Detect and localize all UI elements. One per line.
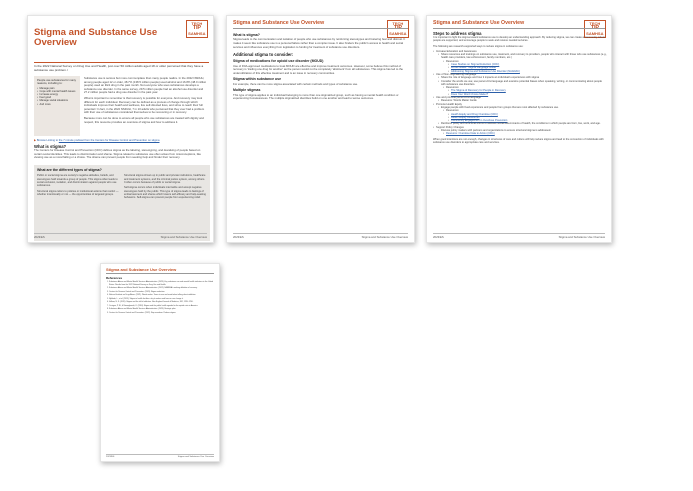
references-list — [106, 281, 216, 313]
band-paragraph: Structural stigma shows up in public and private institutions, healthcare and treatment systems, and the criminal justice system, among others. It often occurs because of public or social stigma. — [124, 174, 206, 184]
section-paragraph: This type of stigma applies to an individual belonging to more than one stigmatized group, such as having a mental health condition or experiencing homelessness. The multiple stigmatized identities build on one another and lead to worse outcomes. — [233, 92, 399, 101]
reference-item: 4. National Institute on Drug Abuse. (2021). Words matter: Terms to use and avoid when talking about addiction. — [109, 294, 216, 296]
running-header: Stigma and Substance Use Overview — [106, 267, 177, 272]
reasons-sidebox — [34, 76, 80, 136]
section-heading: Multiple stigmas — [233, 88, 261, 93]
document-page-2 — [226, 15, 415, 243]
reference-item: 2. Substance Abuse and Mental Health Services Administration. (2012). SAMHSA's working definition of recovery. — [109, 287, 216, 289]
reference-item: 1. Substance Abuse and Mental Health Services Administration. (2023). Key substance use and mental health indicators in the United States: Results from the 2022 National Survey on Drug Use and Health. — [109, 281, 216, 286]
band-right-column — [124, 174, 207, 201]
steps-list — [433, 50, 607, 136]
link-text[interactable]: The Stigma of Recovery for People in Recovery — [451, 89, 506, 93]
section-heading: Stigma within substance use — [233, 77, 282, 82]
link-text[interactable]: Health Equity Resources — [451, 115, 480, 119]
footer-left: 2023/ES — [34, 235, 45, 239]
reasons-list — [37, 87, 77, 106]
footer-right: Stigma and Substance Use Overview — [160, 235, 207, 239]
section-paragraph: Use of FDA-approved medications to treat MOUD are effective and improve treatment outcomes. However, some believe this method of recovery is 'trading one drug for another' as the person would not be completely 'abstinent' from all substances. This stigma has led to the underutilization of this effective treatment and is an issue in recovery communities. — [233, 63, 403, 75]
header-rule — [106, 273, 214, 274]
podcast-link[interactable]: the 7 minute podcast from the Centers for Disease Control and Prevention on stigma — [58, 139, 160, 142]
stigma-types-band — [34, 165, 210, 241]
logo-text-bottom: SAMHSA — [188, 30, 206, 36]
reference-item: 6. Volkow, N. D. (2020). Stigma and the toll of addiction. New England Journal of Medicine, 382, 1289–1290. — [109, 301, 216, 303]
list-item: • Manage pain — [37, 87, 77, 90]
band-paragraph: Structural stigma refers to policies or institutional actions that restrict — whether intentionally or not — the opportunities of targeted groups. — [37, 189, 119, 196]
link-text[interactable]: Addressing Stigma and Substance Use Disorder (NAADAC) — [451, 69, 520, 73]
link-text[interactable]: Does Your Word Choice Matter? — [451, 92, 489, 96]
page-content — [233, 31, 409, 103]
play-icon: ▶ — [34, 139, 37, 142]
logo-text-top: TECH — [191, 21, 203, 26]
item-text: Use of Non-Stigmatizing Language — [436, 72, 477, 76]
lead-paragraph: In the 2022 National Survey on Drug Use and Health, just over 50 million adults aged 18 or older perceived that they have a substance use problem.¹ — [34, 64, 204, 72]
item-text: Resources: — [446, 109, 460, 113]
list-item: • Cope with mental health issues — [37, 90, 77, 93]
samhsa-logo — [186, 20, 208, 38]
intro-paragraph: Because more can be done to ensure all people who use substances are treated with dignity and respect, this resource provides an overview of stigma and how to address it. — [84, 115, 204, 124]
section-paragraph: For example, there can be more stigma associated with certain methods and types of substance use. — [233, 81, 358, 86]
sidebox-title: People use substances for many reasons, including to: — [37, 79, 76, 86]
list-item: • Feel good — [37, 96, 77, 99]
footer-left: 2023/ES — [233, 235, 244, 239]
section-heading: Steps to address stigma — [433, 31, 482, 36]
item-text: Resources: — [446, 59, 460, 63]
reference-item: 9. Centers for Disease Control and Prevention. (2022). Stop overdose: Reduce stigma. — [109, 312, 216, 314]
logo-text-top: TECH — [589, 21, 601, 26]
section-heading: Stigma of medications for opioid use disorder (MOUD) — [233, 59, 324, 64]
header-rule — [233, 28, 408, 29]
band-left-column — [37, 174, 120, 201]
item-text: Resources: — [446, 86, 460, 90]
page-footer — [233, 233, 408, 239]
what-is-stigma-section — [34, 144, 208, 160]
document-page-4 — [100, 263, 220, 462]
running-header: Stigma and Substance Use Overview — [233, 20, 325, 26]
reference-item: 8. Substance Abuse and Mental Health Services Administration. (2023). Strategic plan. — [109, 308, 216, 310]
item-text: Use and promote person-first language — [436, 96, 481, 100]
logo-text-big: TIP — [393, 25, 402, 32]
reference-item: 3. Centers for Disease Control and Prevention. (2023). Stigma reduction. — [109, 291, 216, 293]
section-heading: Additional stigma to consider: — [233, 52, 294, 58]
link-text[interactable]: Resource: Overdose Data to Action (CDC) — [446, 132, 495, 136]
item-text: Discuss policy matters with partners and organizations to ensure structural stigma is addressed. — [441, 129, 551, 133]
reference-item: 5. Nyblade, L., et al. (2019). Stigma in health facilities: why it matters and how we can change it. — [109, 298, 216, 300]
link-text[interactable]: Community Engagement in Overdose Prevention — [451, 119, 508, 123]
band-paragraph: Public or social stigma are society's negative attitudes, beliefs, and stereotypes held towards a group of people. This stigma often leads to social exclusion, isolation, and discrimination against people who use substances. — [37, 174, 118, 188]
footer-right: Stigma and Substance Use Overview — [558, 235, 605, 239]
intro-paragraph: What is important to remember is that recovery is possible for everyone. And recovery may look different for each individual. Recovery can be defined as a process of change through which individuals improve their health and wellness, live self-directed lives, and strive to reach their full potential.² In fact, in the 2022 NSDUH, 7 in 10 adults who perceived that they ever had a problem with their use of substances considered themselves to be recovering or in recovery. — [84, 95, 205, 115]
list-item — [438, 53, 607, 60]
section-heading: What is stigma? — [34, 144, 67, 149]
logo-text-big: TIP — [192, 25, 201, 32]
section-heading: What is stigma? — [233, 33, 260, 37]
item-text: Support Policy Changes — [436, 125, 464, 129]
list-item: • Increase energy — [37, 93, 77, 96]
item-text: Reinforce policy and structural efforts to address social determinants of health, the conditions in which people are born, live, work, and age. — [441, 122, 601, 126]
running-header: Stigma and Substance Use Overview — [433, 20, 525, 26]
references-section — [106, 276, 216, 315]
intro-column — [84, 77, 208, 126]
list-item: • And more — [37, 103, 77, 106]
reference-item: 7. Corrigan, P. W., & Nieweglowski, K. (2018). Stigma and the public health agenda for the opioid crisis in America. — [109, 305, 216, 307]
page-content — [433, 31, 607, 146]
item-text: Consider the words we use; use person-first language and examine potential biases when speaking, writing, or communicating about people with substance use disorders. — [441, 79, 602, 86]
resource-link[interactable] — [443, 132, 607, 135]
link-text[interactable]: Case Studies on Stigma Reduction (CDC) — [451, 63, 500, 67]
footer-left: 2023/ES — [106, 456, 115, 458]
logo-text-big: TIP — [590, 25, 599, 32]
podcast-callout — [34, 138, 208, 142]
page-title: Stigma and Substance Use Overview — [34, 27, 158, 49]
callout-prefix: Browse Linking to — [36, 139, 59, 142]
band-heading: What are the different types of stigma? — [37, 168, 102, 172]
item-text: Promote Health Equity — [436, 102, 462, 106]
footer-left: 2023/ES — [433, 235, 444, 239]
document-page-1 — [27, 15, 214, 243]
intro-paragraph: The following are research-supported ways to reduce stigma in substance use: — [433, 44, 524, 48]
section-paragraph: Stigma leads to the communication and isolation of people who use substances by reinforcing stereotypes and fostering fear and distrust. It makes it seem like substance use is a personal failure rather than a complex issue. It also hinders the public's access to health and social services and influences everything from legislation to funding for treatment of substance use disorders. — [233, 37, 406, 49]
header-rule — [433, 28, 605, 29]
logo-text-top: TECH — [392, 21, 404, 26]
item-text: Resource: Words Matter Guide — [441, 99, 477, 103]
page-footer — [34, 233, 207, 239]
item-text: Share the role of language and how it impacts an individual's experiences with stigma — [441, 76, 540, 80]
title-rule — [34, 62, 209, 63]
references-heading: References — [106, 276, 123, 280]
closing-paragraph: When good intentions are not enough, changes in structures of care and culture will help reduce stigma and lead to the connection of individuals with substance use disorders to appropriate care and services. — [433, 137, 604, 144]
intro-paragraph: It is important to fight the stigma toward substance use to develop an understanding approach. By reducing stigma, we can create a community where people are supported, and encourage people to seek and receive needed services. — [433, 36, 606, 43]
page-footer — [433, 233, 605, 239]
item-text: Engage people with lived experience and people from groups that are most affected by substance use. — [441, 105, 559, 109]
item-text: Share resources and trainings on substance use, treatment, and recovery to providers, people who interact with those who use substances (e.g., health care providers, law enforcement, family members, etc.) — [441, 53, 607, 60]
list-item: • Manage social situations — [37, 99, 77, 102]
item-text: Increase Education and Awareness — [436, 49, 477, 53]
section-paragraph: The Centers for Disease Control and Prevention (CDC) defines stigma as the labeling, stereotyping, and devaluing of people based on certain social identities. This leads to discrimination and shame. Stigma related to substance use often arises from misconceptions, like viewing use as a moral failing or a choice. The shame can prevent people from seeking help and hinder their recovery. — [34, 148, 201, 160]
document-page-3 — [426, 15, 612, 243]
band-paragraph: Self-stigma occurs when individuals internalize and accept negative stereotypes held by the public. This type of stigma leads to feelings of embarrassment and shame which lowers self-efficacy and help-seeking behaviors. Self-stigma can prevent people from experiencing relief. — [124, 186, 206, 200]
logo-text-bottom: SAMHSA — [389, 30, 407, 36]
page-footer — [106, 454, 214, 458]
link-text[interactable]: Health Equity and Drug Overdose (CDC) — [451, 112, 498, 116]
link-text[interactable]: Words Matter: Stigma Language Guide — [451, 66, 496, 70]
footer-right: Stigma and Substance Use Overview — [177, 456, 214, 458]
logo-text-bottom: SAMHSA — [586, 30, 604, 36]
footer-right: Stigma and Substance Use Overview — [361, 235, 408, 239]
intro-paragraph: Substance use is serious but more commonplace than many people realize. In the 2022 NSDUH, among people aged 12 or older, 48.7% (138.5 million people) used alcohol and 16.8% (48.0 million people) used an illicit drug in the past month. Not everyone who uses substances develops a substance use disorder. In the same survey, 29.5 million people had an alcohol use disorder and 27.2 million people had a drug use disorder in the past year. — [84, 76, 207, 95]
